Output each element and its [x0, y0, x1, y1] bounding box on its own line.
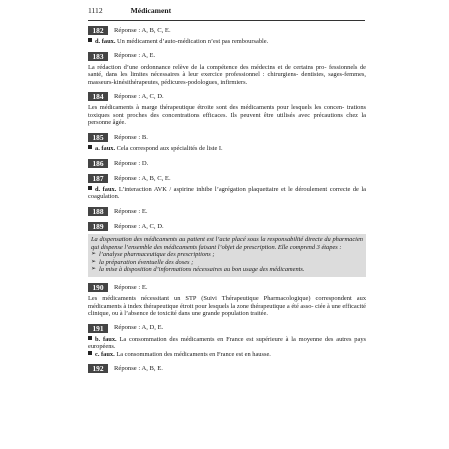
answers-content — [88, 26, 366, 373]
box-list-item: ➢ l’analyse pharmaceutique des prescriptions ; — [91, 251, 215, 259]
header-rule — [88, 20, 365, 21]
explanation-paragraph: La rédaction d’une ordonnance relève de la compétence des médecins et de certains pro- fessionnels de santé, dans les limites nécessaires à leur exercice professionnel : chirurgiens- dentistes, sages-femmes, masseurs-kinésithérapeutes, pédicures-podologues, infirmiers. — [88, 63, 367, 86]
question-number: 183 — [88, 52, 108, 61]
question-number: 185 — [88, 133, 108, 142]
answer-text: Réponse : A, B, C, E. — [114, 174, 171, 182]
square-bullet-icon — [88, 38, 92, 42]
answer-text: Réponse : A, E. — [114, 52, 156, 60]
correction-line: d. faux. L’interaction AVK / aspirine inhibe l’agrégation plaquettaire et le déroulement correcte de la coagulation. — [88, 185, 366, 201]
correction-line: c. faux. La consommation des médicaments en France est en hausse. — [88, 351, 366, 359]
box-list-item: ➢ la mise à disposition d’informations nécessaires au bon usage des médicaments. — [91, 266, 305, 274]
answer-entry-185 — [88, 133, 366, 153]
answer-text: Réponse : A, B, E. — [114, 365, 163, 373]
answer-text: Réponse : E. — [114, 207, 148, 215]
correction-line: d. faux. Un médicament d’auto-médication n’est pas remboursable. — [88, 38, 366, 46]
answer-entry-183 — [88, 52, 366, 87]
arrow-bullet-icon: ➢ — [91, 266, 97, 273]
question-number: 182 — [88, 26, 108, 35]
answer-text: Réponse : E. — [114, 283, 148, 291]
question-number: 188 — [88, 207, 108, 216]
question-number: 190 — [88, 283, 108, 292]
explanation-paragraph: Les médicaments à marge thérapeutique étroite sont des médicaments pour lesquels les concen- trations toxiques sont proches des concentrations efficaces. Ils peuvent être utilisés avec précautions chez la personne âgée. — [88, 104, 366, 127]
arrow-bullet-icon: ➢ — [91, 258, 97, 265]
answer-entry-190 — [88, 283, 366, 318]
question-number: 192 — [88, 364, 108, 373]
answer-entry-189 — [88, 222, 366, 277]
correction-line: b. faux. La consommation des médicaments en France est supérieure à la moyenne des autres pays européens. — [88, 335, 367, 351]
answer-text: Réponse : A, C, D. — [114, 93, 164, 101]
answer-text: Réponse : A, D, E. — [114, 324, 164, 332]
answer-entry-186 — [88, 159, 366, 168]
answer-text: Réponse : A, B, C, E. — [114, 26, 171, 34]
question-number: 187 — [88, 174, 108, 183]
highlight-box — [88, 234, 366, 277]
box-intro: La dispensation des médicaments au patient est l’acte placé sous la responsabilité directe du pharmacien qui dispense l’ensemble des médicaments faisant l’objet de prescription. Elle comprend 3 étapes : — [91, 236, 363, 251]
page-header — [88, 6, 449, 18]
answer-entry-184 — [88, 92, 366, 127]
answer-text: Réponse : A, C, D. — [114, 223, 164, 231]
question-number: 186 — [88, 159, 108, 168]
square-bullet-icon — [88, 351, 92, 355]
arrow-bullet-icon: ➢ — [91, 251, 97, 258]
box-list-item: ➢ la préparation éventuelle des doses ; — [91, 258, 194, 266]
answer-text: Réponse : D. — [114, 159, 149, 167]
question-number: 184 — [88, 92, 108, 101]
correction-line: a. faux. Cela correspond aux spécialités de liste I. — [88, 145, 366, 153]
question-number: 191 — [88, 324, 108, 333]
answer-entry-188 — [88, 207, 366, 216]
answer-entry-192 — [88, 364, 366, 373]
answer-text: Réponse : B. — [114, 133, 148, 141]
answer-entry-191 — [88, 324, 366, 359]
answer-entry-182 — [88, 26, 366, 46]
square-bullet-icon — [88, 145, 92, 149]
answer-entry-187 — [88, 174, 366, 201]
explanation-paragraph: Les médicaments nécessitant un STP (Suivi Thérapeutique Pharmacologique) correspondent aux médicaments à index thérapeutique étroit pour lesquels la zone thérapeutique a été asso- ciée à une efficacité clinique, ou à l’absence de toxicité dans une grande population traitée. — [88, 295, 367, 317]
square-bullet-icon — [88, 186, 92, 190]
page-number: 1112 — [88, 6, 103, 15]
square-bullet-icon — [88, 336, 92, 340]
running-title: Médicament — [130, 6, 172, 15]
question-number: 189 — [88, 222, 108, 231]
